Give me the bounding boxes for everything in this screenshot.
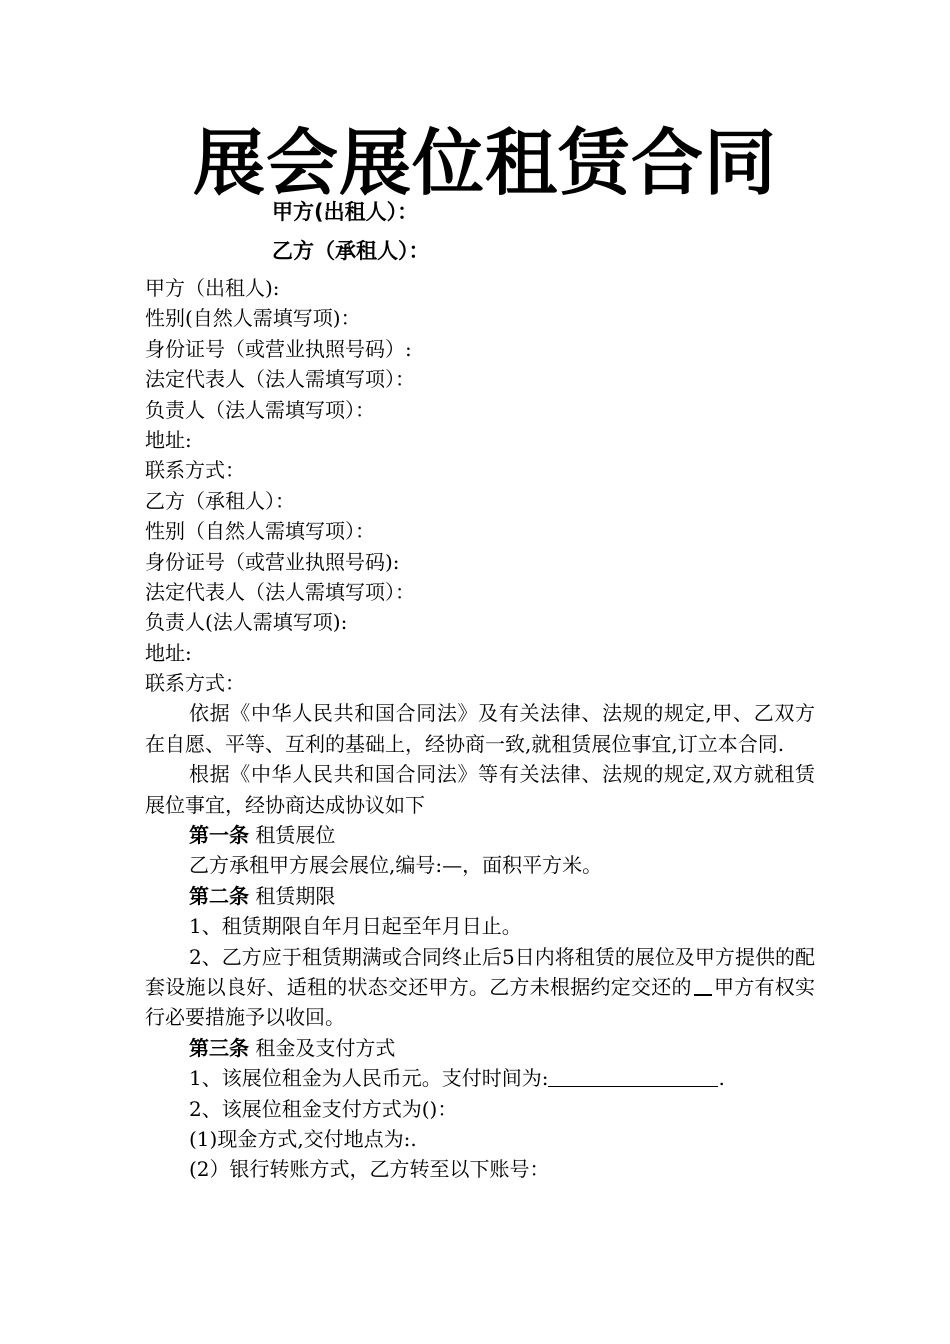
preamble-paragraph-1: 依据《中华人民共和国合同法》及有关法律、法规的规定,甲、乙双方在自愿、平等、互利的基础上，经协商一致,就租赁展位事宜,订立本合同.	[145, 701, 815, 756]
document-title: 展会展位租赁合同	[192, 120, 777, 205]
article-2-number: 第二条	[189, 883, 249, 908]
article-3-item-2: 2、该展位租金支付方式为()：	[189, 1096, 458, 1121]
inline-blank	[694, 980, 712, 996]
article-2-item-1: 1、租赁期限自年月日起至年月日止。	[189, 914, 522, 939]
field-party-b: 乙方（承租人）：	[145, 488, 295, 513]
article-1-text: 乙方承租甲方展会展位,编号:—，面积平方米。	[189, 853, 603, 878]
article-3-item-1-text: 1、该展位租金为人民币元。支付时间为:	[189, 1066, 549, 1091]
article-2-item-2-part-b: 甲方有权实行必要措施予以收回。	[145, 975, 815, 1030]
article-1-title: 租赁展位	[255, 823, 336, 848]
article-2-item-2-part-a: 2、乙方应于租赁期满或合同终止后5日内将租赁的展位及甲方提供的配套设施以良好、适租的状态交还甲方。乙方未根据约定交还的	[145, 944, 815, 1000]
article-3-item-1-end: .	[718, 1066, 725, 1091]
article-3-number: 第三条	[189, 1035, 249, 1060]
contract-body	[145, 273, 815, 1185]
field-responsible-b: 负责人(法人需填写项):	[145, 610, 348, 635]
field-party-a: 甲方（出租人):	[145, 276, 280, 300]
field-id-a: 身份证号（或营业执照号码）:	[145, 336, 412, 361]
field-id-b: 身份证号（或营业执照号码):	[145, 549, 400, 574]
field-legal-rep-b: 法定代表人（法人需填写项）：	[145, 579, 415, 604]
article-3-title: 租金及支付方式	[255, 1035, 396, 1060]
preamble-paragraph-2: 根据《中华人民共和国合同法》等有关法律、法规的规定,双方就租赁展位事宜，经协商达成协议如下	[145, 762, 815, 817]
field-address-a: 地址:	[145, 427, 192, 452]
article-3-option-2: (2）银行转账方式，乙方转至以下账号：	[189, 1157, 550, 1182]
article-3-option-1: (1)现金方式,交付地点为:.	[189, 1127, 417, 1152]
article-2-title: 租赁期限	[255, 883, 336, 908]
field-responsible-a: 负责人（法人需填写项）：	[145, 397, 375, 422]
field-contact-a: 联系方式：	[145, 458, 245, 483]
article-3-item-1	[145, 1063, 815, 1093]
payment-time-blank	[548, 1066, 718, 1087]
party-b-heading: 乙方（承租人）：	[272, 239, 430, 263]
article-2-heading-line	[145, 881, 815, 911]
field-gender-a: 性别(自然人需填写项)：	[145, 306, 361, 331]
field-contact-b: 联系方式：	[145, 671, 245, 696]
article-1-number: 第一条	[189, 823, 249, 848]
article-3-heading-line	[145, 1033, 815, 1063]
field-address-b: 地址:	[145, 640, 192, 665]
party-a-heading: 甲方(出租人）：	[272, 200, 419, 224]
article-2-item-2	[145, 942, 815, 1033]
article-1-heading-line	[145, 820, 815, 850]
field-legal-rep-a: 法定代表人（法人需填写项）：	[145, 367, 415, 392]
field-gender-b: 性别（自然人需填写项）：	[145, 519, 375, 544]
